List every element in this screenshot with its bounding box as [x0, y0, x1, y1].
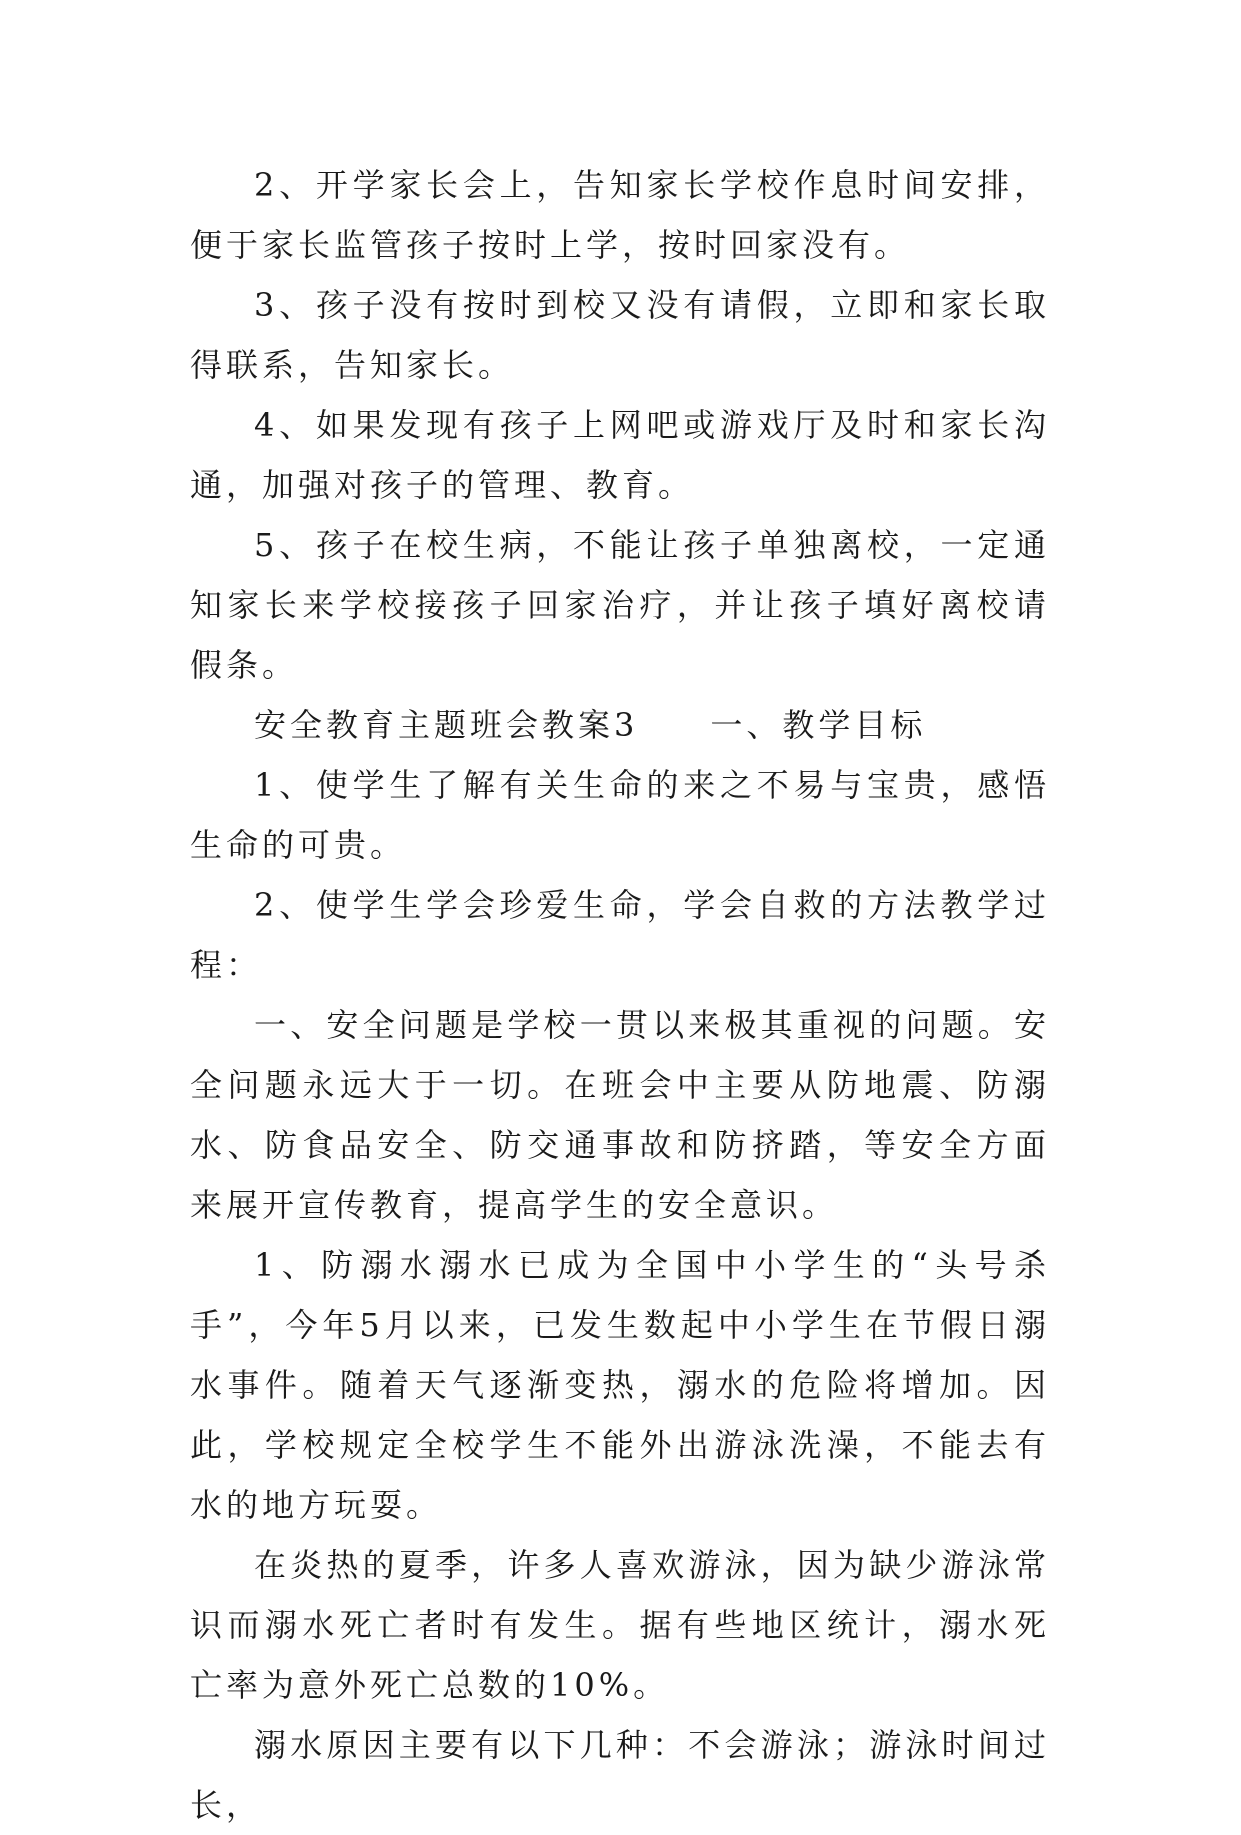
paragraph-item-5: 5、孩子在校生病，不能让孩子单独离校，一定通知家长来学校接孩子回家治疗，并让孩子填好离校请假条。 [190, 526, 1050, 684]
paragraph-item-4: 4、如果发现有孩子上网吧或游戏厅及时和家长沟通，加强对孩子的管理、教育。 [190, 406, 1050, 504]
objective-2: 2、使学生学会珍爱生命，学会自救的方法教学过程： [190, 886, 1050, 984]
section-heading: 安全教育主题班会教案3 一、教学目标 [254, 706, 927, 744]
drowning-causes: 溺水原因主要有以下几种：不会游泳；游泳时间过长， [190, 1726, 1050, 1824]
paragraph-item-2: 2、开学家长会上，告知家长学校作息时间安排，便于家长监管孩子按时上学，按时回家没有。 [190, 166, 1050, 264]
document-page [190, 155, 1050, 1835]
drowning-statistics: 在炎热的夏季，许多人喜欢游泳，因为缺少游泳常识而溺水死亡者时有发生。据有些地区统计，溺水死亡率为意外死亡总数的10%。 [190, 1546, 1050, 1704]
process-intro: 一、安全问题是学校一贯以来极其重视的问题。安全问题永远大于一切。在班会中主要从防地震、防溺水、防食品安全、防交通事故和防挤踏，等安全方面来展开宣传教育，提高学生的安全意识。 [190, 1006, 1050, 1224]
drowning-prevention: 1、防溺水溺水已成为全国中小学生的“头号杀手”，今年5月以来，已发生数起中小学生在节假日溺水事件。随着天气逐渐变热，溺水的危险将增加。因此，学校规定全校学生不能外出游泳洗澡，不能去有水的地方玩耍。 [190, 1246, 1050, 1524]
paragraph-item-3: 3、孩子没有按时到校又没有请假，立即和家长取得联系，告知家长。 [190, 286, 1050, 384]
objective-1: 1、使学生了解有关生命的来之不易与宝贵，感悟生命的可贵。 [190, 766, 1050, 864]
